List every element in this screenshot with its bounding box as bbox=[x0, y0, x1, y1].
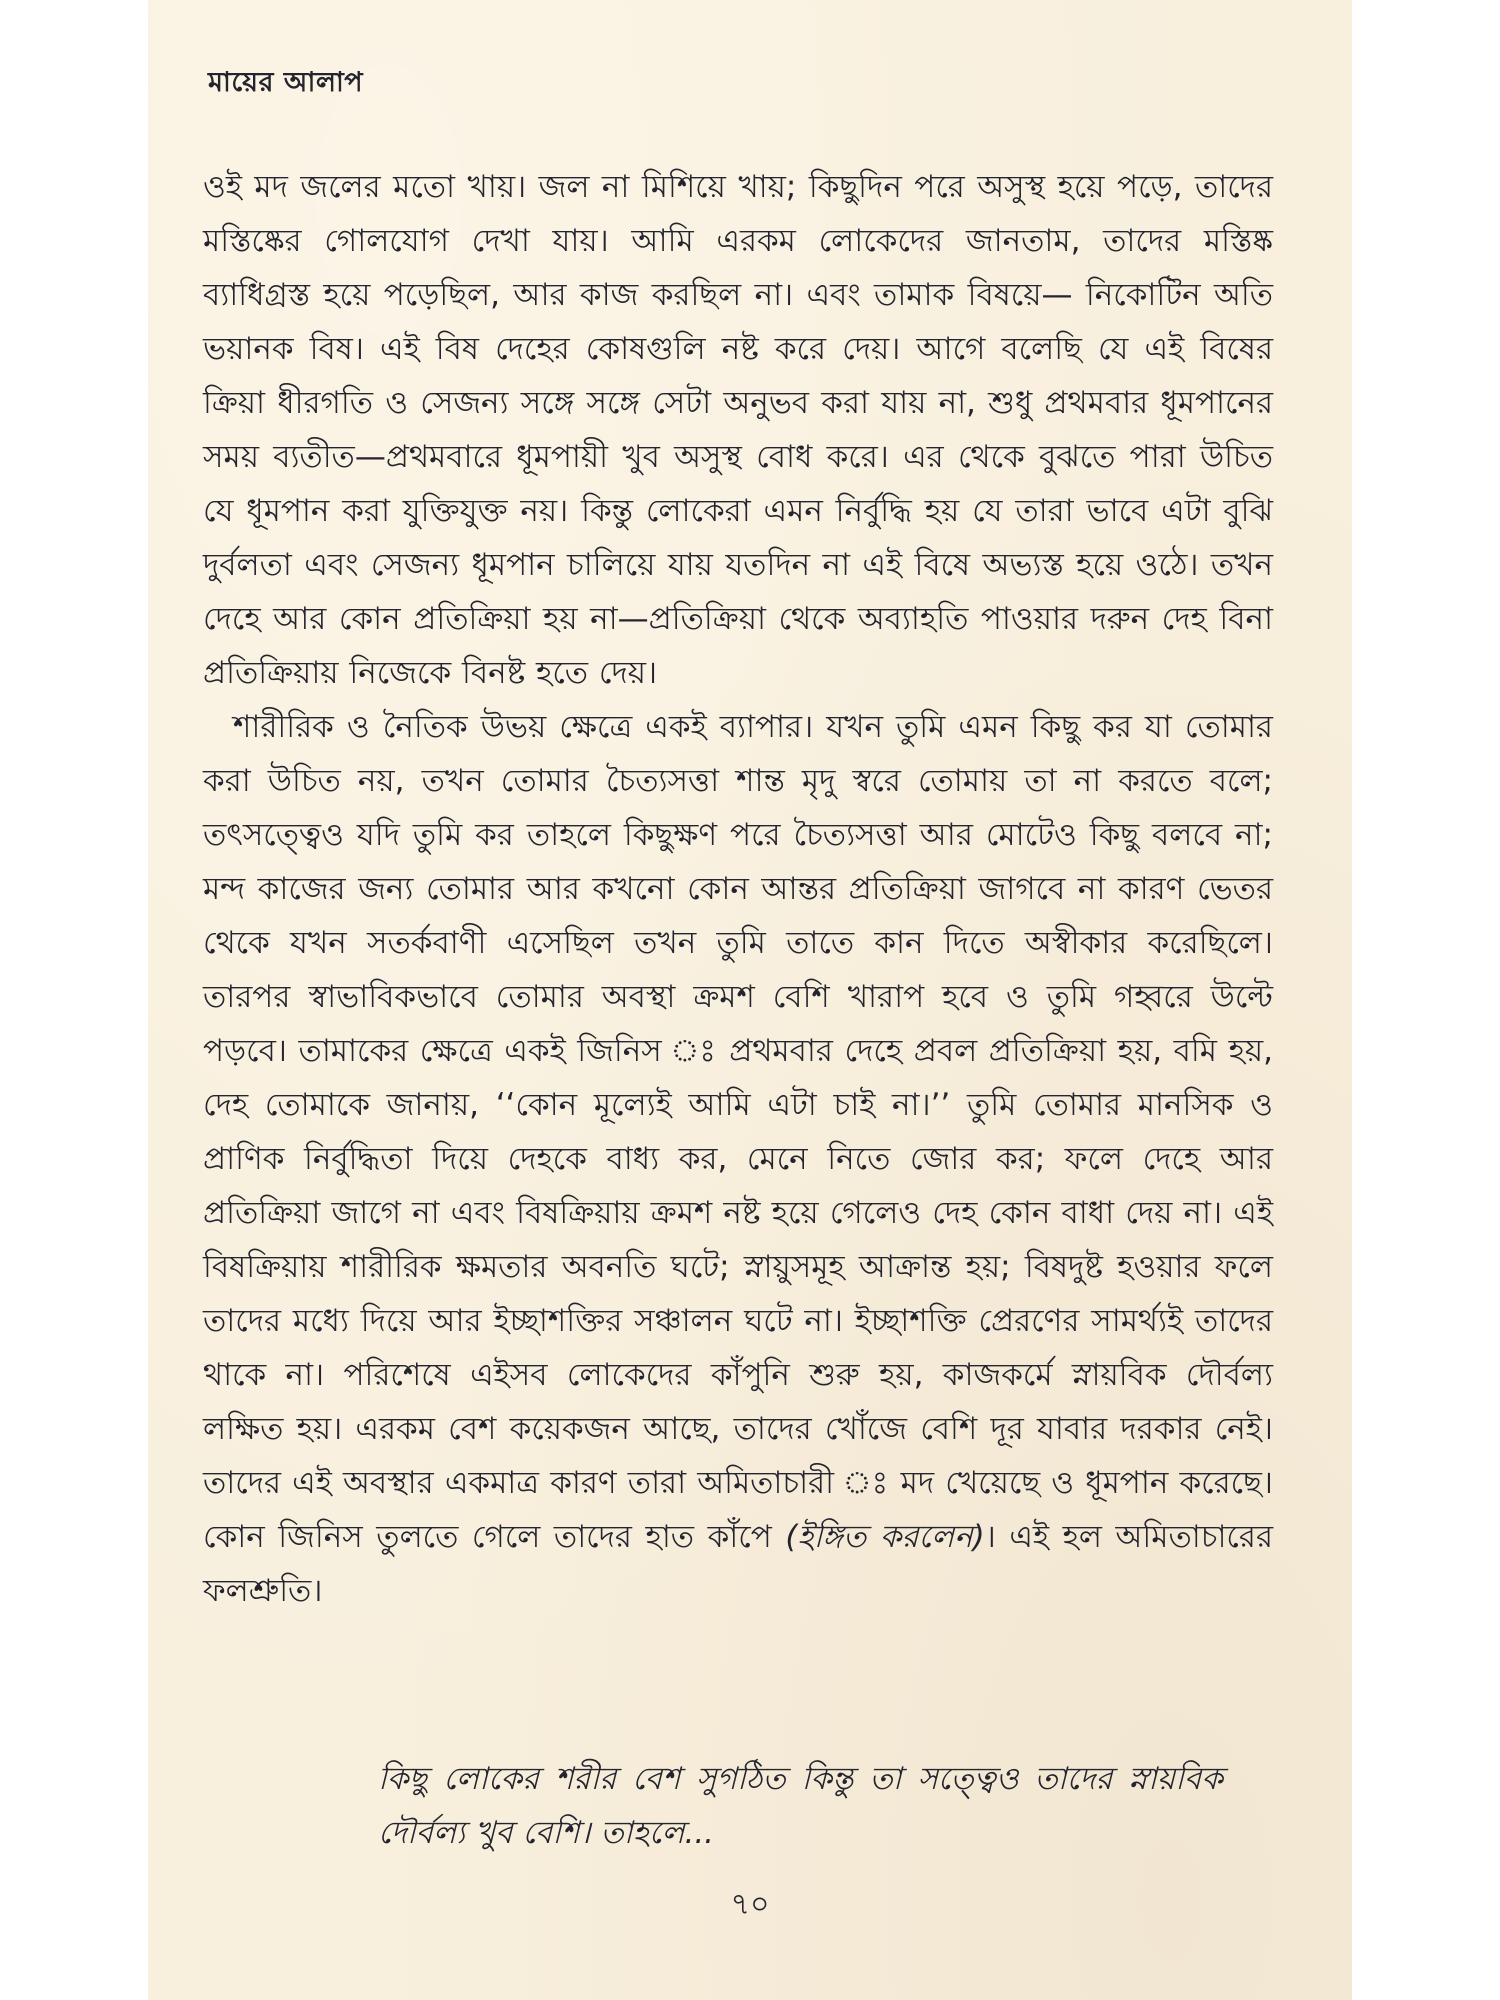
paragraph-2-end: । এই হল অমিতাচারের ফলশ্রুতি। bbox=[203, 1519, 1273, 1609]
paragraph-2-text: শারীরিক ও নৈতিক উভয় ক্ষেত্রে একই ব্যাপার। যখন তুমি এমন কিছু কর যা তোমার করা উচিত নয়, তখন তোমার চৈত্যসত্তা শান্ত মৃদু স্বরে তোমায় তা না করতে বলে; তৎসত্ত্বেও যদি তুমি কর তাহলে কিছুক্ষণ পরে চৈত্যসত্তা আর মোটেও কিছু বলবে না; মন্দ কাজের জন্য তোমার আর কখনো কোন আন্তর প্রতিক্রিয়া জাগবে না কারণ ভেতর থেকে যখন সতর্কবাণী এসেছিল তখন তুমি তাতে কান দিতে অস্বীকার করেছিলে। তারপর স্বাভাবিকভাবে তোমার অবস্থা ক্রমশ বেশি খারাপ হবে ও তুমি গহ্বরে উল্টে পড়বে। তামাকের ক্ষেত্রে একই জিনিস ঃ প্রথমবার দেহে প্রবল প্রতিক্রিয়া হয়, বমি হয়, দেহ তোমাকে জানায়, ‘‘কোন মূল্যেই আমি এটা চাই না।’’ তুমি তোমার মানসিক ও প্রাণিক নির্বুদ্ধিতা দিয়ে দেহকে বাধ্য কর, মেনে নিতে জোর কর; ফলে দেহে আর প্রতিক্রিয়া জাগে না এবং বিষক্রিয়ায় ক্রমশ নষ্ট হয়ে গেলেও দেহ কোন বাধা দেয় না। এই বিষক্রিয়ায় শারীরিক ক্ষমতার অবনতি ঘটে; স্নায়ুসমূহ আক্রান্ত হয়; বিষদুষ্ট হওয়ার ফলে তাদের মধ্যে দিয়ে আর ইচ্ছাশক্তির সঞ্চালন ঘটে না। ইচ্ছাশক্তি প্রেরণের সামর্থ্যই তাদের থাকে না। পরিশেষে এইসব লোকেদের কাঁপুনি শুরু হয়, কাজকর্মে স্নায়বিক দৌর্বল্য লক্ষিত হয়। এরকম বেশ কয়েকজন আছে, তাদের খোঁজে বেশি দূর যাবার দরকার নেই। তাদের এই অবস্থার একমাত্র কারণ তারা অমিতাচারী ঃ মদ খেয়েছে ও ধূমপান করেছে। কোন জিনিস তুলতে গেলে তাদের হাত কাঁপে bbox=[203, 709, 1273, 1555]
main-text bbox=[203, 160, 1273, 1618]
book-page bbox=[148, 0, 1352, 2000]
running-header: মায়ের আলাপ bbox=[208, 67, 364, 98]
question-text: কিছু লোকের শরীর বেশ সুগঠিত কিন্তু তা সত্ত্বেও তাদের স্নায়বিক দৌর্বল্য খুব বেশি। তাহলে... bbox=[378, 1761, 1223, 1851]
paragraph-1: ওই মদ জলের মতো খায়। জল না মিশিয়ে খায়; কিছুদিন পরে অসুস্থ হয়ে পড়ে, তাদের মস্তিষ্কের গোলযোগ দেখা যায়। আমি এরকম লোকেদের জানতাম, তাদের মস্তিষ্ক ব্যাধিগ্রস্ত হয়ে পড়েছিল, আর কাজ করছিল না। এবং তামাক বিষয়ে— নিকোটিন অতি ভয়ানক বিষ। এই বিষ দেহের কোষগুলি নষ্ট করে দেয়। আগে বলেছি যে এই বিষের ক্রিয়া ধীরগতি ও সেজন্য সঙ্গে সঙ্গে সেটা অনুভব করা যায় না, শুধু প্রথমবার ধূমপানের সময় ব্যতীত—প্রথমবারে ধূমপায়ী খুব অসুস্থ বোধ করে। এর থেকে বুঝতে পারা উচিত যে ধূমপান করা যুক্তিযুক্ত নয়। কিন্তু লোকেরা এমন নির্বুদ্ধি হয় যে তারা ভাবে এটা বুঝি দুর্বলতা এবং সেজন্য ধূমপান চালিয়ে যায় যতদিন না এই বিষে অভ্যস্ত হয়ে ওঠে। তখন দেহে আর কোন প্রতিক্রিয়া হয় না—প্রতিক্রিয়া থেকে অব্যাহতি পাওয়ার দরুন দেহ বিনা প্রতিক্রিয়ায় নিজেকে বিনষ্ট হতে দেয়। bbox=[203, 169, 1273, 691]
paragraph-2-emphasis: (ইঙ্গিত করলেন) bbox=[785, 1519, 985, 1555]
paragraph-2 bbox=[203, 700, 1273, 1618]
page-number: ৭০ bbox=[730, 1887, 770, 1922]
